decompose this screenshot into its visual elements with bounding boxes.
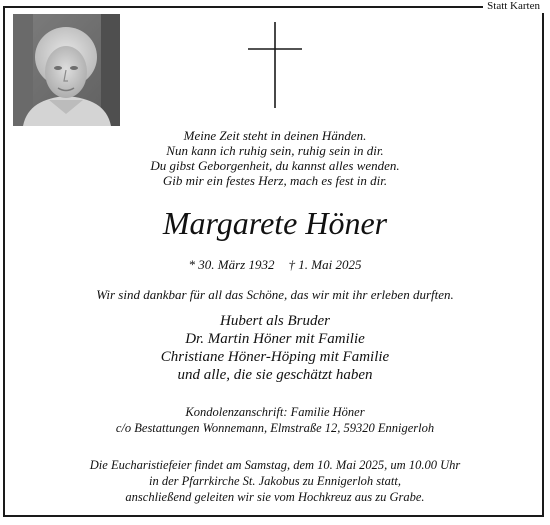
birth-date: * 30. März 1932: [188, 257, 275, 272]
family-line: Dr. Martin Höner mit Familie: [185, 331, 365, 347]
service-line: anschließend geleiten wir sie vom Hochkreuz aus zu Grabe.: [125, 490, 425, 504]
death-date: † 1. Mai 2025: [288, 257, 362, 272]
cross-icon: [248, 22, 302, 108]
condolence-line: Kondolenzanschrift: Familie Höner: [185, 405, 365, 419]
service-line: Die Eucharistiefeier findet am Samstag, dem 10. Mai 2025, um 10.00 Uhr: [89, 458, 461, 472]
family-line: und alle, die sie geschätzt haben: [177, 367, 373, 383]
family-list: [0, 312, 550, 384]
family-line: Christiane Höner-Höping mit Familie: [160, 349, 390, 365]
verse: [0, 128, 550, 188]
life-dates: [0, 257, 550, 273]
condolence-address: [0, 404, 550, 436]
statt-karten-label: Statt Karten: [483, 0, 544, 13]
family-line: Hubert als Bruder: [220, 313, 330, 329]
deceased-name: Margarete Höner: [162, 205, 388, 241]
portrait-photo-icon: [13, 14, 120, 126]
verse-line: Nun kann ich ruhig sein, ruhig sein in dir.: [166, 143, 384, 158]
portrait-photo: [13, 14, 120, 126]
service-info: [0, 457, 550, 505]
service-line: in der Pfarrkirche St. Jakobus zu Ennigerloh statt,: [149, 474, 401, 488]
verse-line: Gib mir ein festes Herz, mach es fest in dir.: [162, 173, 388, 188]
thanks-line: Wir sind dankbar für all das Schöne, das wir mit ihr erleben durften.: [96, 287, 454, 302]
verse-line: Meine Zeit steht in deinen Händen.: [183, 128, 367, 143]
condolence-line: c/o Bestattungen Wonnemann, Elmstraße 12, 59320 Ennigerloh: [115, 421, 435, 435]
verse-line: Du gibst Geborgenheit, du kannst alles wenden.: [150, 158, 400, 173]
